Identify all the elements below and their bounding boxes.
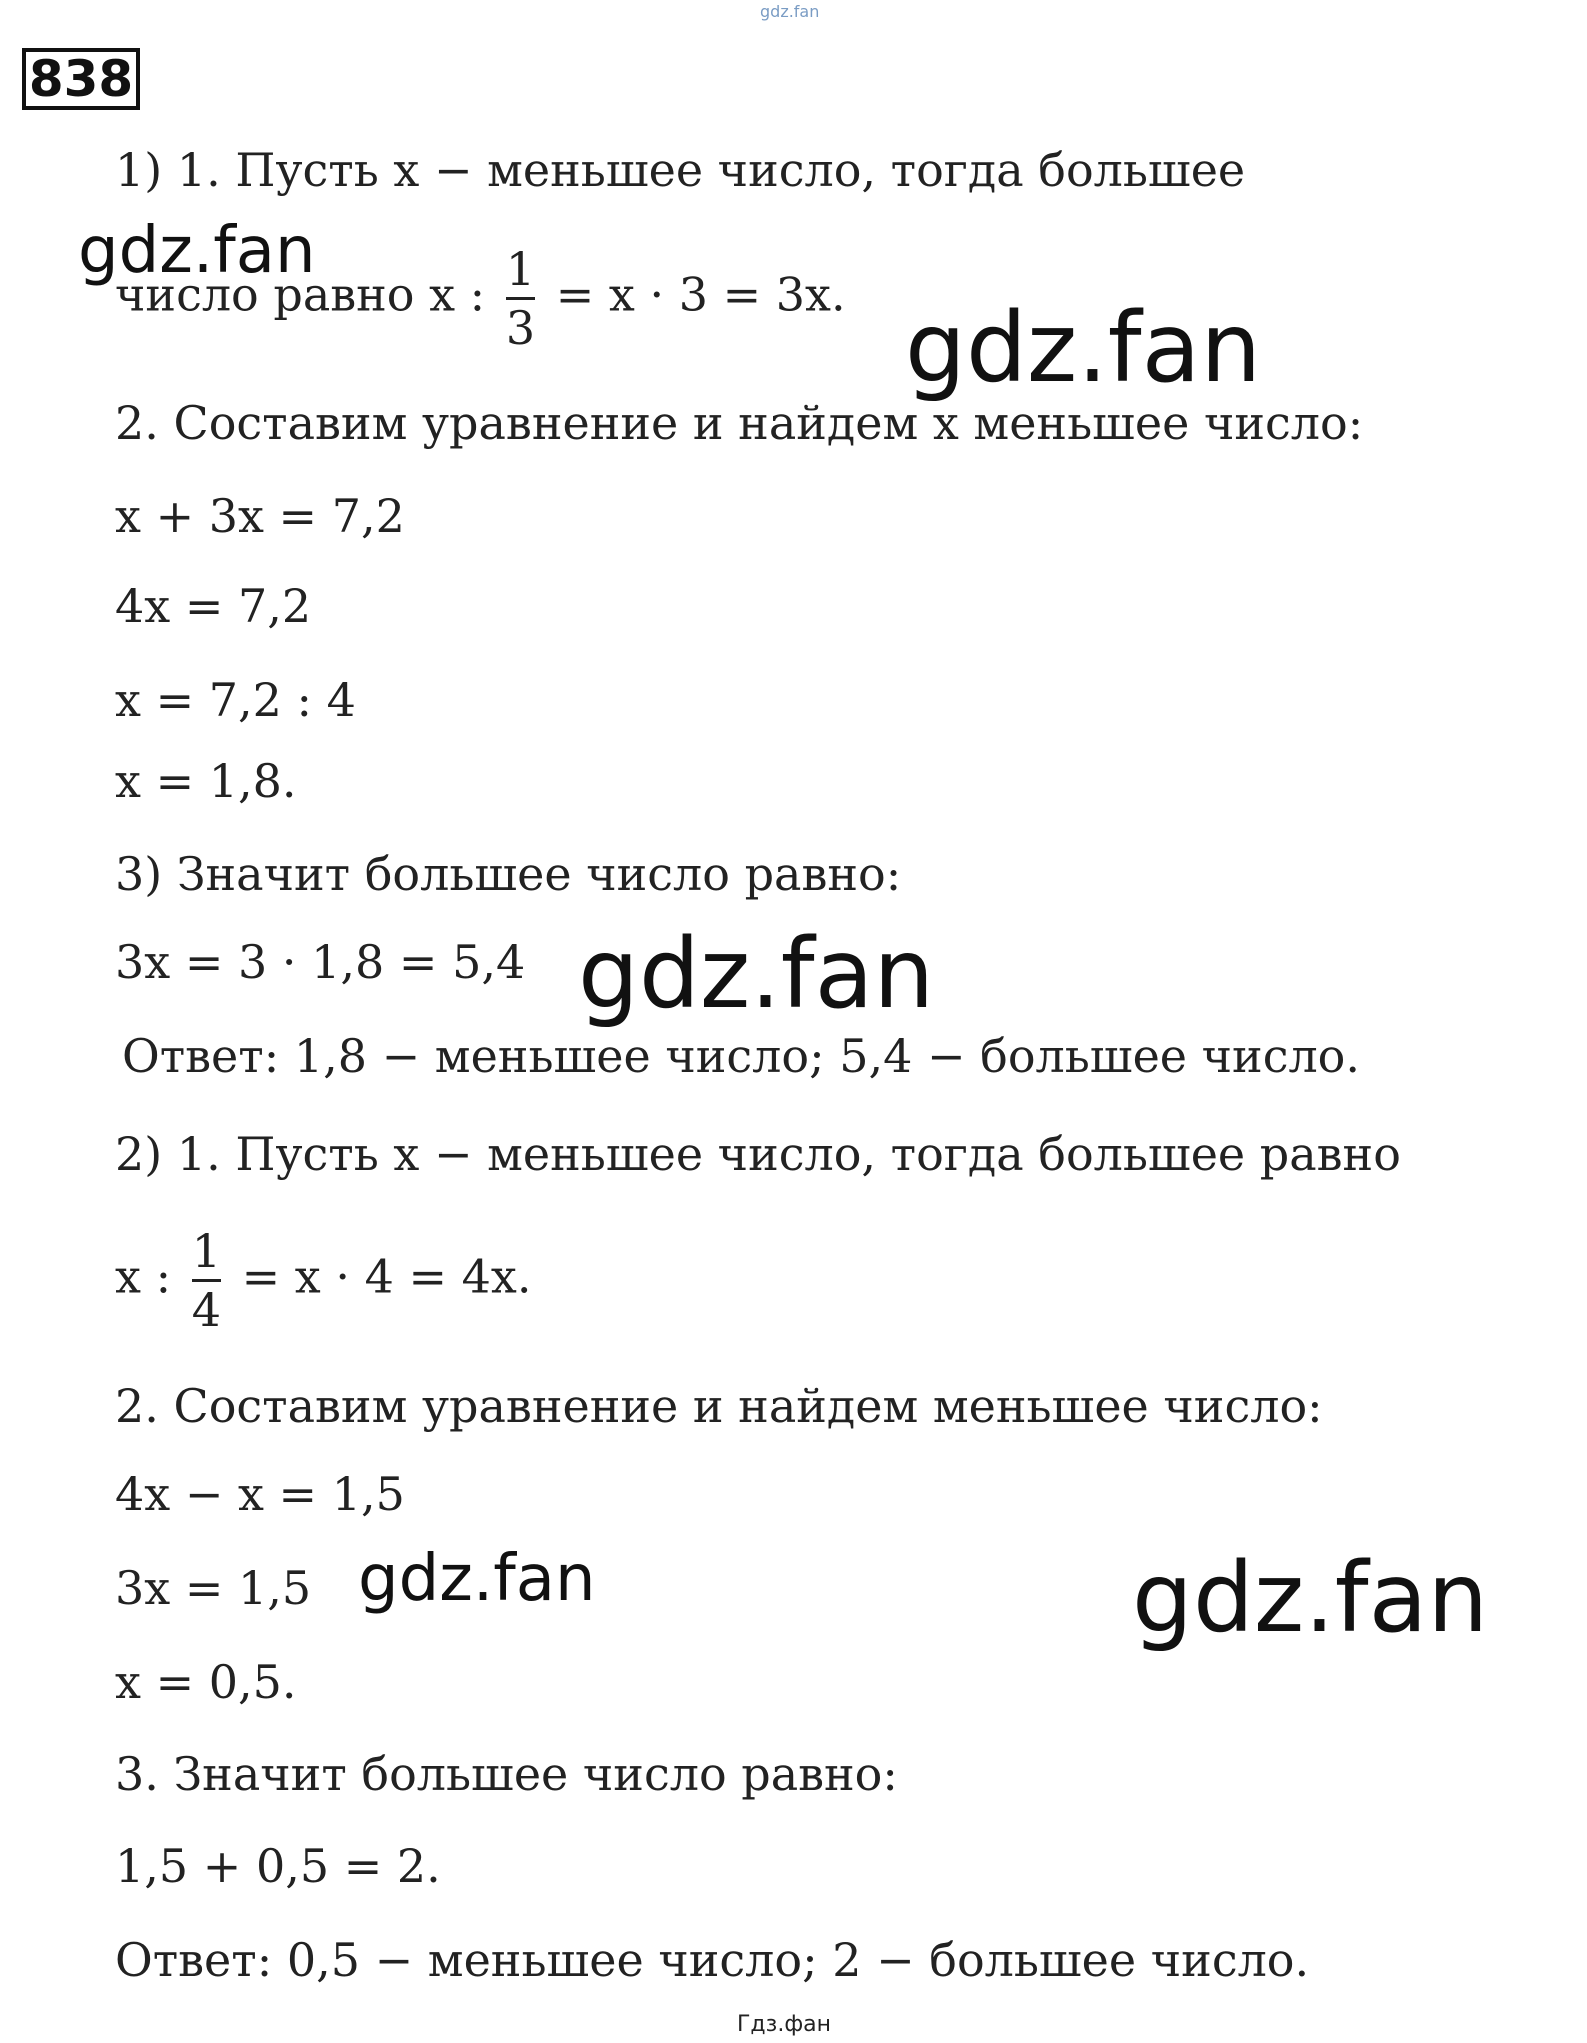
part2-eq2: 3x = 1,5 [115,1561,312,1615]
fraction-bar [192,1279,221,1282]
part1-eq5: 3x = 3 · 1,8 = 5,4 [115,935,526,989]
footer-site-mark: Гдз.фан [737,2012,831,2037]
fraction-numerator: 1 [191,1224,221,1278]
part1-step1-line1: 1) 1. Пусть x − меньшее число, тогда большее [115,143,1246,197]
fraction-one-quarter [192,1225,221,1336]
part1-step1-suffix: = x · 3 = 3x. [555,267,846,322]
fraction-denominator: 3 [505,301,536,355]
part2-answer: Ответ: 0,5 − меньшее число; 2 − большее число. [115,1933,1310,1987]
part2-step1-line1: 2) 1. Пусть x − меньшее число, тогда большее равно [115,1127,1401,1181]
part2-eq4: 1,5 + 0,5 = 2. [115,1839,441,1893]
fraction-one-third [506,243,535,354]
part1-step3-title: 3) Значит большее число равно: [115,847,902,901]
part1-step1-prefix: число равно x : [115,267,486,322]
part2-step3-title: 3. Значит большее число равно: [115,1747,898,1801]
top-site-mark: gdz.fan [760,2,820,21]
part1-step2-title: 2. Составим уравнение и найдем x меньшее число: [115,396,1364,450]
part2-eq3: x = 0,5. [115,1655,297,1709]
part1-eq4: x = 1,8. [115,754,297,808]
watermark-2: gdz.fan [905,292,1262,404]
watermark-3: gdz.fan [578,918,935,1030]
fraction-denominator: 4 [191,1283,221,1337]
part1-eq3: x = 7,2 : 4 [115,673,356,727]
part2-eq1: 4x − x = 1,5 [115,1467,405,1521]
part2-step1-prefix: x : [115,1249,172,1304]
part1-eq2: 4x = 7,2 [115,579,312,633]
fraction-bar [506,297,535,300]
watermark-5: gdz.fan [1132,1542,1489,1654]
fraction-numerator: 1 [505,242,536,296]
part1-answer: Ответ: 1,8 − меньшее число; 5,4 − большее число. [122,1029,1361,1083]
problem-number-badge: 838 [22,48,140,110]
part1-eq1: x + 3x = 7,2 [115,489,405,543]
part2-step1-suffix: = x · 4 = 4x. [241,1249,532,1304]
watermark-1: gdz.fan [78,214,316,288]
part2-step1-line2 [115,1225,531,1336]
watermark-4: gdz.fan [358,1542,596,1616]
part2-step2-title: 2. Составим уравнение и найдем меньшее число: [115,1379,1323,1433]
